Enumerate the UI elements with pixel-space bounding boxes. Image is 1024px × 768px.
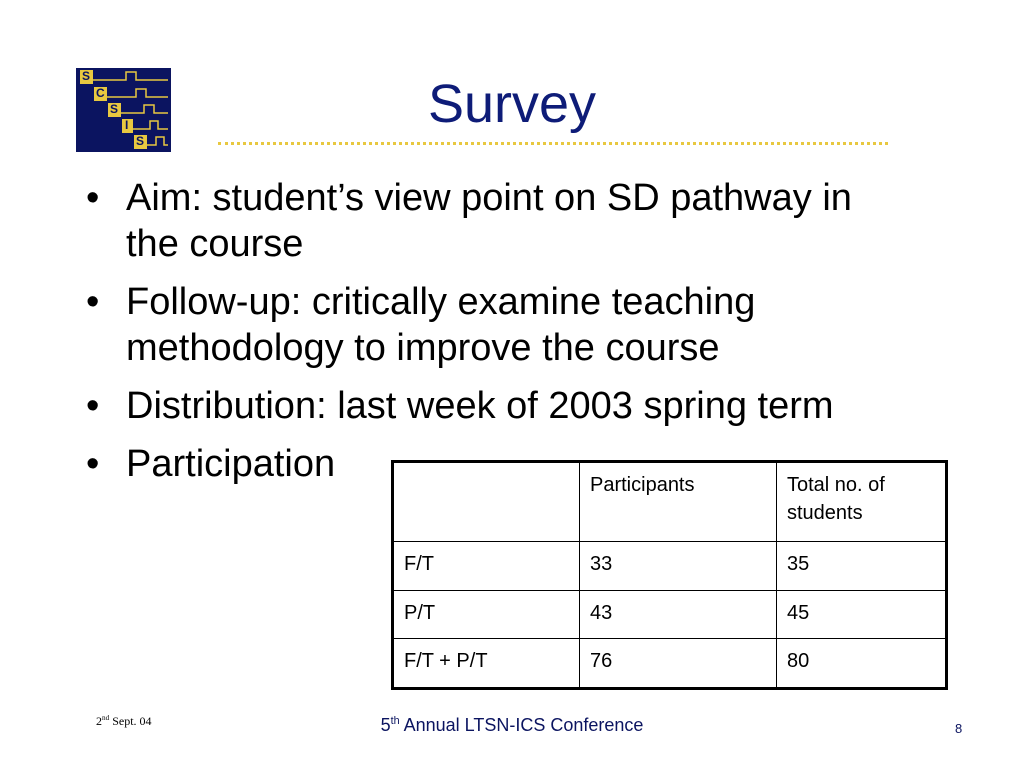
table-cell: 45 [777, 590, 947, 639]
title-dotted-rule [218, 142, 888, 145]
participation-table [391, 460, 948, 690]
table-row [393, 639, 947, 689]
footer-conf-suffix: Annual LTSN-ICS Conference [399, 715, 644, 735]
table-cell: F/T + P/T [393, 639, 580, 689]
bullet-list [82, 175, 902, 499]
bullet-text: Aim: student’s view point on SD pathway in the course [126, 177, 852, 265]
footer-conference [0, 715, 1024, 736]
table-cell: 35 [777, 541, 947, 590]
table-cell: 43 [580, 590, 777, 639]
page-number: 8 [955, 721, 963, 736]
bullet-text: Follow-up: critically examine teaching methodology to improve the course [126, 281, 756, 369]
footer-conf-prefix: 5 [380, 715, 391, 735]
bullet-glyph: • [86, 177, 100, 219]
bullet-item-follow-up [82, 279, 902, 371]
logo-letter-c: C [96, 86, 105, 100]
logo-letter-s3: S [136, 134, 145, 148]
logo-letter-s2: S [110, 102, 119, 116]
bullet-glyph: • [86, 385, 100, 427]
footer-date-prefix: 2 [96, 714, 102, 728]
logo-letter-i: I [125, 118, 129, 132]
bullet-glyph: • [86, 443, 100, 485]
footer-conf-sup: th [390, 715, 400, 727]
bullet-item-aim [82, 175, 902, 267]
table-row [393, 541, 947, 590]
footer-date-sup: nd [102, 714, 110, 722]
table-cell: 80 [777, 639, 947, 689]
table-cell: 76 [580, 639, 777, 689]
table-header-row [393, 462, 947, 542]
logo-letter-s1: S [82, 69, 91, 83]
slide-title: Survey [427, 74, 597, 134]
table-header-cell [393, 462, 580, 542]
table-cell: F/T [393, 541, 580, 590]
table-header-cell: Total no. of students [777, 462, 947, 542]
table-cell: P/T [393, 590, 580, 639]
bullet-text: Participation [126, 443, 336, 485]
bullet-glyph: • [86, 281, 100, 323]
table-cell: 33 [580, 541, 777, 590]
footer-date-suffix: Sept. 04 [109, 714, 152, 728]
bullet-item-distribution [82, 383, 902, 429]
bullet-text: Distribution: last week of 2003 spring term [126, 385, 834, 427]
table-header-cell: Participants [580, 462, 777, 542]
table-row [393, 590, 947, 639]
